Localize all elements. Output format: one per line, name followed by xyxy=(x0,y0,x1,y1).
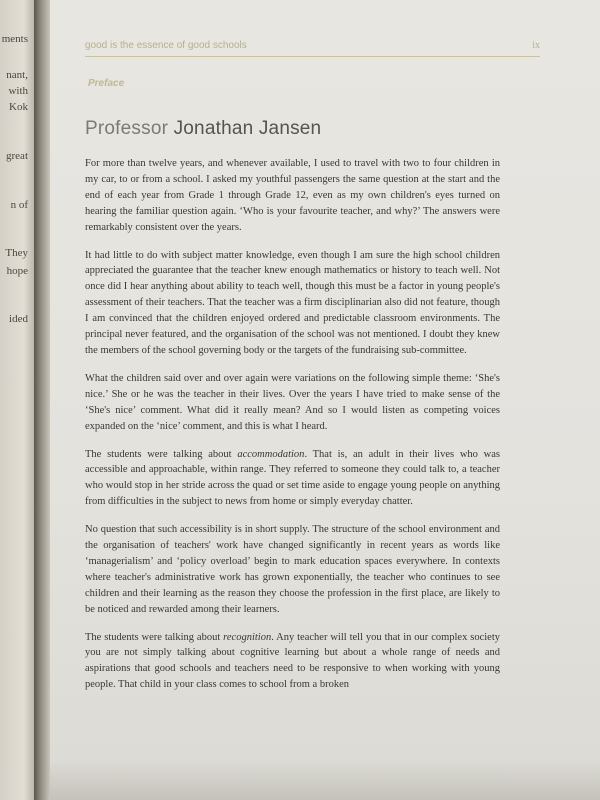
emphasis-term: recognition xyxy=(223,631,272,643)
book-page xyxy=(50,0,600,800)
author-heading xyxy=(85,118,321,140)
paragraph: What the children said over and over again were variations on the following simple theme: ‘She's nice.’ She or he was the teacher in their lives. Over the years I have tried to make sense of the ‘She's nice’ comment. What did it really mean? And so I would listen as competing voices expanded on the ‘nice’ comment, and this is what I heard. xyxy=(85,372,500,432)
author-title: Professor xyxy=(85,118,169,139)
left-page-text-fragment: hope xyxy=(6,265,28,277)
left-page-text-fragment: They xyxy=(5,247,28,259)
emphasis-term: accommodation xyxy=(237,448,305,460)
paragraph-text: . Any teacher will tell you that in our complex society you are not simply talking about cognitive learning but about a whole range of needs and aspirations that good schools and teachers need to be responsive to when working with young people. That child in your class comes to school from a broken xyxy=(85,631,500,691)
left-page-text-fragment: nant, xyxy=(6,69,28,81)
book-gutter xyxy=(34,0,50,800)
author-name: Jonathan Jansen xyxy=(173,118,322,139)
left-page-text-fragment: great xyxy=(6,150,28,162)
page-bottom-shadow xyxy=(50,760,600,800)
running-header xyxy=(85,40,540,57)
paragraph-text: The students were talking about xyxy=(85,448,238,460)
paragraph xyxy=(85,447,500,511)
page-number: ix xyxy=(532,40,540,51)
paragraph xyxy=(85,630,500,694)
left-page-text-fragment: Kok xyxy=(9,101,28,113)
body-text xyxy=(85,156,500,693)
left-page-text-fragment: ided xyxy=(9,313,28,325)
left-page-text-fragment: ments xyxy=(1,33,28,45)
left-page-edge xyxy=(0,0,34,800)
paragraph: For more than twelve years, and whenever available, I used to travel with two to four children in my car, to or from a school. I asked my youthful passengers the same question at the start and the end of each year from Grade 1 through Grade 12, even as my own children's eyes turned on hearing the familiar question again. ‘Who is your favourite teacher, and why?’ The answers were remarkably consistent over the years. xyxy=(85,158,500,233)
paragraph-text: . That is, an adult in their lives who was accessible and approachable, within range. They referred to someone they could talk to, a teacher who would stop in her stride across the quad or set time aside to engage young people on anything from difficulties in the subject to news from home or simply everyday chatter. xyxy=(85,448,500,508)
paragraph: It had little to do with subject matter knowledge, even though I am sure the high school children appreciated the guarantee that the teacher knew enough mathematics or history to teach well. Not once did I hear anything about ability to teach well, though this must be a factor in young people's assessment of their teachers. That the teacher was a firm disciplinarian also did not feature, though I am convinced that the children enjoyed ordered and predictable classroom environments. The principal never featured, and the organisation of the school was not mentioned. I doubt they knew the members of the school governing body or the targets of the fundraising sub-committee. xyxy=(85,249,500,356)
left-page-text-fragment: with xyxy=(8,85,28,97)
section-label: Preface xyxy=(88,78,125,89)
paragraph-text: The students were talking about xyxy=(85,631,224,643)
paragraph: No question that such accessibility is in short supply. The structure of the school environment and the organisation of teachers' work have changed significantly in recent years as words like ‘managerialism’ and ‘policy overload’ begin to mark education spaces everywhere. In contexts where teacher's administrative work has grown exponentially, the teacher who continues to see children and their learning as the reason they choose the profession in the first place, are likely to be noticed and rewarded among their learners. xyxy=(85,524,500,615)
left-page-text-fragment: n of xyxy=(10,199,28,211)
running-header-title: good is the essence of good schools xyxy=(85,40,247,51)
